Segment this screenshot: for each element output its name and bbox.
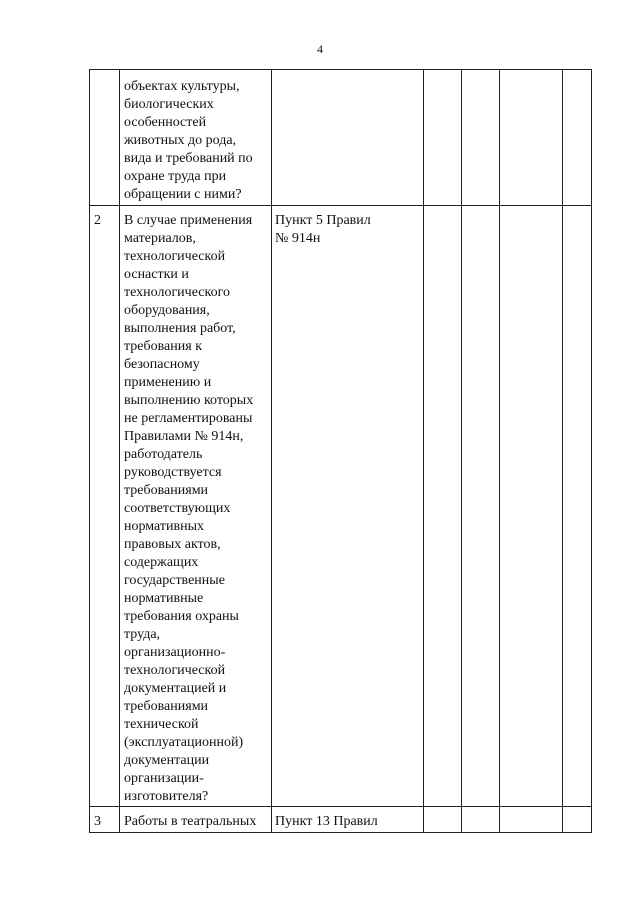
question-line: объектах культуры, bbox=[124, 79, 240, 94]
cell-reference bbox=[272, 70, 424, 206]
cell-answer-no bbox=[462, 807, 500, 833]
question-line: технической bbox=[124, 717, 199, 732]
row-number: 3 bbox=[94, 814, 101, 829]
question-line: выполнению которых bbox=[124, 393, 254, 408]
cell-reference bbox=[272, 206, 424, 807]
question-line: требованиями bbox=[124, 483, 209, 498]
question-line: (эксплуатационной) bbox=[124, 735, 244, 750]
cell-answer-not-applicable bbox=[500, 807, 563, 833]
question-text bbox=[120, 807, 271, 831]
checklist-table bbox=[89, 69, 592, 833]
question-text bbox=[120, 206, 271, 806]
question-line: животных до рода, bbox=[124, 133, 237, 148]
question-line: Правилами № 914н, bbox=[124, 429, 244, 444]
page-number: 4 bbox=[317, 42, 323, 56]
question-line: организации- bbox=[124, 771, 204, 786]
table-row bbox=[90, 807, 592, 833]
cell-answer-no bbox=[462, 70, 500, 206]
question-line: не регламентированы bbox=[124, 411, 253, 426]
question-line: соответствующих bbox=[124, 501, 231, 516]
question-line: технологической bbox=[124, 663, 226, 678]
question-line: содержащих bbox=[124, 555, 199, 570]
reference-line: № 914н bbox=[275, 231, 321, 246]
question-line: руководствуется bbox=[124, 465, 222, 480]
question-line: труда, bbox=[124, 627, 161, 642]
question-line: биологических bbox=[124, 97, 214, 112]
question-line: применению и bbox=[124, 375, 212, 390]
question-line: организационно- bbox=[124, 645, 226, 660]
question-line: оборудования, bbox=[124, 303, 210, 318]
question-line: правовых актов, bbox=[124, 537, 221, 552]
cell-question bbox=[120, 807, 272, 833]
question-line: технологической bbox=[124, 249, 226, 264]
question-line: документацией и bbox=[124, 681, 227, 696]
question-line: требованиями bbox=[124, 699, 209, 714]
question-line: требования охраны bbox=[124, 609, 239, 624]
question-line: В случае применения bbox=[124, 213, 253, 228]
cell-note bbox=[563, 70, 592, 206]
question-line: государственные bbox=[124, 573, 225, 588]
cell-answer-no bbox=[462, 206, 500, 807]
checklist-body bbox=[90, 70, 592, 833]
reference-text bbox=[272, 807, 423, 831]
cell-number bbox=[90, 70, 120, 206]
cell-answer-yes bbox=[424, 807, 462, 833]
question-line: изготовителя? bbox=[124, 789, 209, 804]
cell-answer-not-applicable bbox=[500, 206, 563, 807]
cell-answer-yes bbox=[424, 70, 462, 206]
reference-line: Пункт 13 Правил bbox=[275, 814, 378, 829]
row-number: 2 bbox=[94, 213, 101, 228]
cell-note bbox=[563, 206, 592, 807]
cell-number bbox=[90, 807, 120, 833]
cell-note bbox=[563, 807, 592, 833]
question-line: выполнения работ, bbox=[124, 321, 236, 336]
cell-answer-yes bbox=[424, 206, 462, 807]
question-line: особенностей bbox=[124, 115, 207, 130]
reference-text bbox=[272, 206, 423, 248]
question-text bbox=[120, 70, 271, 204]
cell-answer-not-applicable bbox=[500, 70, 563, 206]
question-line: нормативных bbox=[124, 519, 205, 534]
cell-reference bbox=[272, 807, 424, 833]
question-line: оснастки и bbox=[124, 267, 189, 282]
question-line: нормативные bbox=[124, 591, 204, 606]
question-line: работодатель bbox=[124, 447, 203, 462]
question-line: Работы в театральных bbox=[124, 814, 257, 829]
question-line: обращении с ними? bbox=[124, 187, 242, 202]
cell-question bbox=[120, 70, 272, 206]
row-number bbox=[90, 70, 119, 76]
question-line: безопасному bbox=[124, 357, 200, 372]
question-line: требования к bbox=[124, 339, 202, 354]
table-row bbox=[90, 206, 592, 807]
question-line: материалов, bbox=[124, 231, 196, 246]
cell-number bbox=[90, 206, 120, 807]
reference-line: Пункт 5 Правил bbox=[275, 213, 371, 228]
question-line: вида и требований по bbox=[124, 151, 253, 166]
question-line: технологического bbox=[124, 285, 230, 300]
question-line: охране труда при bbox=[124, 169, 227, 184]
cell-question bbox=[120, 206, 272, 807]
table-row bbox=[90, 70, 592, 206]
question-line: документации bbox=[124, 753, 210, 768]
